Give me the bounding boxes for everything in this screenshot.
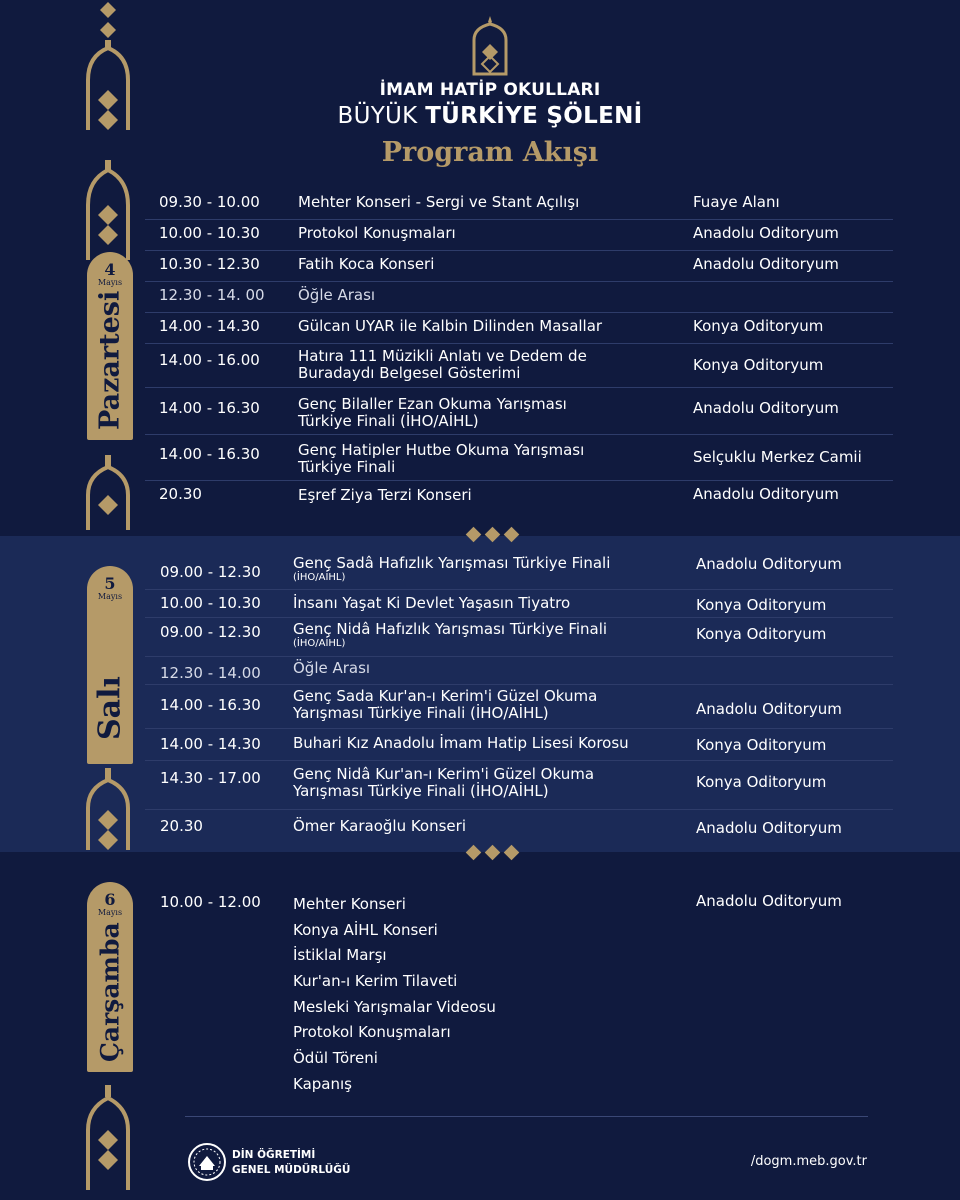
row-time: 14.00 - 16.00 <box>159 351 260 369</box>
schedule-row-break <box>145 657 893 685</box>
row-time: 09.00 - 12.30 <box>160 623 261 641</box>
list-item: Konya AİHL Konseri <box>293 920 438 939</box>
website-url: /dogm.meb.gov.tr <box>750 1154 867 1169</box>
schedule-row <box>145 188 893 220</box>
row-venue: Konya Oditoryum <box>693 317 824 335</box>
program-title: Program Akışı <box>381 137 599 168</box>
row-event: İnsanı Yaşat Ki Devlet Yaşasın Tiyatro <box>293 594 571 612</box>
schedule-row-break <box>145 282 893 313</box>
row-time: 20.30 <box>160 817 203 835</box>
ministry-seal-icon <box>187 1142 227 1182</box>
schedule-row <box>145 590 893 618</box>
organization-name: DİN ÖĞRETİMİ GENEL MÜDÜRLÜĞÜ <box>232 1149 351 1176</box>
row-venue: Konya Oditoryum <box>693 356 824 374</box>
schedule-row <box>145 550 893 590</box>
row-event: Hatıra 111 Müzikli Anlatı ve Dedem de Buradaydı Belgesel Gösterimi <box>298 347 587 382</box>
day-month: Mayıs <box>97 278 123 287</box>
row-venue: Konya Oditoryum <box>696 736 827 754</box>
list-item: İstiklal Marşı <box>293 946 387 965</box>
list-item: Kapanış <box>293 1074 352 1093</box>
day-number: 4 <box>104 260 116 279</box>
list-item: Mesleki Yarışmalar Videosu <box>293 997 496 1016</box>
row-event: Genç Sadâ Hafızlık Yarışması Türkiye Finali (İHO/AİHL) <box>293 554 611 583</box>
wednesday-program-list <box>293 894 496 1100</box>
wednesday-time: 10.00 - 12.00 <box>160 893 261 911</box>
row-event: Genç Nidâ Kur'an-ı Kerim'i Güzel Okuma Yarışması Türkiye Finali (İHO/AİHL) <box>293 765 595 800</box>
footer-divider <box>185 1116 868 1117</box>
schedule-row <box>145 618 893 657</box>
row-venue: Konya Oditoryum <box>696 773 827 791</box>
row-time: 14.00 - 14.30 <box>160 735 261 753</box>
day-name: Salı <box>92 676 128 740</box>
row-time: 20.30 <box>159 485 202 503</box>
row-time: 14.00 - 16.30 <box>160 696 261 714</box>
row-time: 10.00 - 10.30 <box>160 594 261 612</box>
schedule-row <box>145 810 893 842</box>
row-venue: Fuaye Alanı <box>693 193 780 211</box>
row-venue: Anadolu Oditoryum <box>693 399 839 417</box>
schedule-row <box>145 685 893 729</box>
schedule-row <box>145 344 893 388</box>
row-venue: Anadolu Oditoryum <box>693 255 839 273</box>
row-event: Fatih Koca Konseri <box>298 255 435 273</box>
day-tab-tuesday <box>87 566 133 764</box>
day-number: 6 <box>104 890 116 909</box>
row-event: Gülcan UYAR ile Kalbin Dilinden Masallar <box>298 317 603 335</box>
day-name: Çarşamba <box>95 922 125 1062</box>
row-event: Genç Hatipler Hutbe Okuma Yarışması Türkiye Finali <box>298 441 585 476</box>
schedule-row <box>145 313 893 344</box>
schedule-row <box>145 388 893 435</box>
row-event: Öğle Arası <box>298 286 376 304</box>
row-time: 14.00 - 16.30 <box>159 399 260 417</box>
row-venue: Anadolu Oditoryum <box>693 224 839 242</box>
row-event: Eşref Ziya Terzi Konseri <box>298 486 472 504</box>
schedule-row <box>145 435 893 481</box>
day-number: 5 <box>104 574 116 593</box>
mosque-logo-icon <box>470 14 510 78</box>
row-event: Genç Sada Kur'an-ı Kerim'i Güzel Okuma Yarışması Türkiye Finali (İHO/AİHL) <box>293 687 598 722</box>
day-month: Mayıs <box>97 592 123 601</box>
wednesday-venue: Anadolu Oditoryum <box>696 892 842 910</box>
row-time: 10.00 - 10.30 <box>159 224 260 242</box>
row-time: 14.30 - 17.00 <box>160 769 261 787</box>
row-venue: Selçuklu Merkez Camii <box>693 448 862 466</box>
row-time: 09.00 - 12.30 <box>160 563 261 581</box>
row-venue: Konya Oditoryum <box>696 596 827 614</box>
header-title-line1: İMAM HATİP OKULLARI <box>379 80 601 100</box>
day-tab-wednesday <box>87 882 133 1072</box>
row-time: 09.30 - 10.00 <box>159 193 260 211</box>
day-tab-monday <box>87 252 133 440</box>
row-venue: Anadolu Oditoryum <box>693 485 839 503</box>
row-time: 12.30 - 14. 00 <box>159 286 265 304</box>
row-event: Buhari Kız Anadolu İmam Hatip Lisesi Korosu <box>293 734 629 752</box>
row-time: 14.00 - 14.30 <box>159 317 260 335</box>
row-time: 12.30 - 14.00 <box>160 664 261 682</box>
list-item: Mehter Konseri <box>293 895 406 913</box>
row-venue: Anadolu Oditoryum <box>696 555 842 573</box>
list-item: Protokol Konuşmaları <box>293 1023 451 1042</box>
row-venue: Anadolu Oditoryum <box>696 819 842 837</box>
schedule-row <box>145 251 893 282</box>
row-time: 14.00 - 16.30 <box>159 445 260 463</box>
section-divider-diamonds-icon <box>466 845 522 861</box>
row-venue: Konya Oditoryum <box>696 625 827 643</box>
list-item: Ödül Töreni <box>293 1049 378 1068</box>
day-name: Pazartesi <box>94 290 126 430</box>
page-header <box>300 0 680 180</box>
row-event: Genç Bilaller Ezan Okuma Yarışması Türkiye Finali (İHO/AİHL) <box>298 395 567 430</box>
row-event: Genç Nidâ Hafızlık Yarışması Türkiye Finali (İHO/AİHL) <box>293 620 608 649</box>
header-title-line2: BÜYÜK TÜRKİYE ŞÖLENİ <box>337 103 643 129</box>
day-month: Mayıs <box>97 908 123 917</box>
list-item: Kur'an-ı Kerim Tilaveti <box>293 972 458 991</box>
row-event: Ömer Karaoğlu Konseri <box>293 817 466 835</box>
schedule-row <box>145 761 893 810</box>
schedule-row <box>145 220 893 251</box>
row-event: Mehter Konseri - Sergi ve Stant Açılışı <box>298 193 580 211</box>
row-venue: Anadolu Oditoryum <box>696 700 842 718</box>
row-event: Protokol Konuşmaları <box>298 224 456 242</box>
section-divider-diamonds-icon <box>466 527 522 543</box>
row-time: 10.30 - 12.30 <box>159 255 260 273</box>
schedule-row <box>145 481 893 511</box>
row-event: Öğle Arası <box>293 659 371 677</box>
schedule-row <box>145 729 893 761</box>
